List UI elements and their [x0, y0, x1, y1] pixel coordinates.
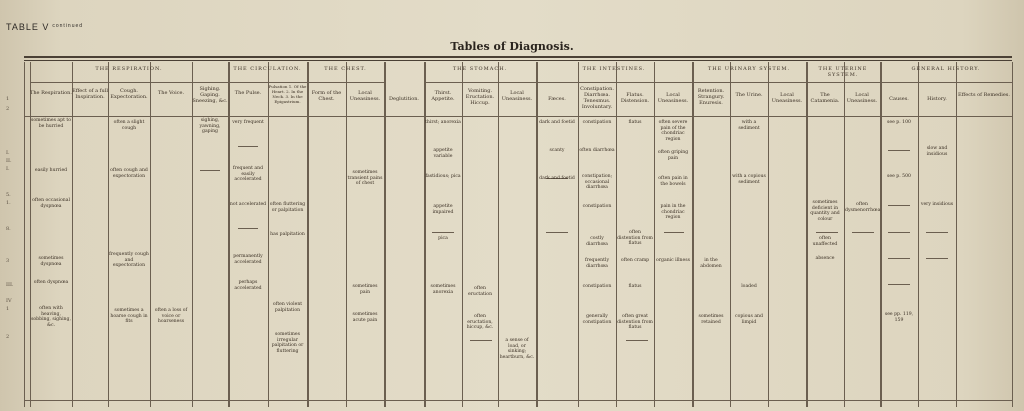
- cell-cough: sometimes a hoarse cough in fits: [110, 308, 148, 325]
- group-rule: [307, 82, 384, 83]
- header-thirst: Thirst. Appetite.: [431, 90, 455, 102]
- row-dash: [238, 228, 258, 229]
- column-rule: [578, 62, 579, 407]
- margin-numeral: I.: [6, 166, 10, 172]
- header-sighing: Sighing. Gaping. Sneezing, &c.: [192, 86, 228, 104]
- cell-constipation: constipation: [582, 204, 612, 209]
- cell-cough: often a slight cough: [113, 120, 145, 131]
- group-heading-history: GENERAL HISTORY.: [911, 66, 981, 72]
- group-heading-urinary: THE URINARY SYSTEM.: [707, 66, 791, 72]
- group-heading-stomach: THE STOMACH.: [452, 66, 508, 72]
- column-rule: [918, 62, 919, 407]
- group-heading-circulation: THE CIRCULATION.: [233, 66, 302, 72]
- cell-pulse: permanently accelerated: [233, 254, 263, 265]
- column-rule: [30, 62, 31, 407]
- cell-pulsation: often violent palpitation: [272, 302, 303, 313]
- column-rule: [346, 62, 347, 407]
- margin-numeral: II.: [6, 158, 12, 164]
- cell-thirst: appetite impaired: [432, 204, 454, 215]
- column-rule: [536, 62, 538, 407]
- cell-causes: see p. 100: [887, 120, 911, 125]
- cell-faeces: dark and foetid: [539, 120, 575, 125]
- header-form-chest: Form of the Chest.: [311, 90, 342, 102]
- row-dash: [238, 146, 258, 147]
- cell-constipation: often diarrhœa: [579, 148, 615, 153]
- row-dash: [888, 150, 910, 151]
- cell-urine: loaded: [741, 284, 757, 289]
- cell-constipation: generally constipation: [582, 314, 612, 325]
- margin-numeral: 1: [6, 96, 10, 102]
- header-local-uneasiness-uterine: Local Uneasiness.: [846, 92, 878, 104]
- cell-constipation: costly diarrhœa: [586, 236, 608, 247]
- row-dash: [816, 232, 838, 233]
- top-rule: [24, 56, 1012, 58]
- cell-flatus: flatus: [628, 120, 642, 125]
- cell-local-stomach: a sense of load, or sinking; heartburn, &c.: [499, 338, 535, 360]
- header-deglutition: Deglutition.: [388, 96, 420, 102]
- cell-pulse: frequent and easily accelerated: [232, 166, 264, 183]
- column-rule: [108, 62, 109, 407]
- column-rule: [844, 62, 845, 407]
- cell-constipation: constipation: [582, 284, 612, 289]
- column-rule: [228, 62, 230, 407]
- row-dash: [888, 258, 910, 259]
- column-rule: [880, 62, 882, 407]
- cell-pulse: not accelerated: [229, 202, 267, 207]
- group-heading-uterine: THE UTERINE SYSTEM.: [818, 66, 868, 78]
- cell-respiration: sometimes apt to be hurried: [31, 118, 72, 129]
- row-dash: [626, 340, 648, 341]
- cell-thirst: fastidious; pica: [425, 174, 461, 179]
- cell-vomiting: often eructation: [467, 286, 493, 297]
- cell-causes: see p. 500: [887, 174, 911, 179]
- cell-history: very insidious: [920, 202, 954, 207]
- cell-respiration: often dyspnœa: [33, 280, 69, 285]
- header-rule: [24, 116, 1012, 117]
- group-rule: [880, 82, 1012, 83]
- header-pulsation: Pulsation 1. Of the Heart. 2. In the Neck. 3. In the Epigastrium.: [268, 84, 307, 104]
- column-rule: [692, 62, 694, 407]
- column-rule: [956, 62, 957, 407]
- cell-causes: see pp. 119, 159: [884, 312, 914, 323]
- cell-cough: often cough and expectoration: [110, 168, 148, 179]
- margin-numeral: 5.: [6, 192, 11, 198]
- cell-local-intestines: often pain in the bowels: [658, 176, 688, 187]
- column-rule: [654, 62, 655, 407]
- row-dash: [470, 340, 492, 341]
- cell-voice: often a loss of voice or hoarseness: [154, 308, 188, 325]
- header-retention: Retention. Strangury. Enuresis.: [697, 88, 725, 106]
- cell-thirst: pica: [438, 236, 448, 241]
- header-pulse: The Pulse.: [234, 90, 262, 96]
- cell-local-intestines: pain in the chondriac region: [660, 204, 686, 221]
- group-heading-intestines: THE INTESTINES.: [582, 66, 646, 72]
- margin-numeral: 3: [6, 258, 10, 264]
- header-faeces: Fæces.: [548, 96, 566, 102]
- cell-thirst: sometimes anorexia: [430, 284, 456, 295]
- cell-flatus: flatus: [628, 284, 642, 289]
- header-local-uneasiness-urinary: Local Uneasiness.: [771, 92, 803, 104]
- row-dash: [926, 232, 948, 233]
- header-flatus: Flatus. Distension.: [620, 92, 650, 104]
- group-rule: [30, 82, 228, 83]
- header-vomiting: Vomiting. Eructation. Hiccup.: [465, 88, 495, 106]
- row-dash: [852, 232, 874, 233]
- header-inspiration: Effect of a full Inspiration.: [72, 88, 108, 100]
- cell-vomiting: often eructation, hiccup, &c.: [466, 314, 494, 331]
- top-rule-thin: [24, 60, 1012, 61]
- cell-constipation: constipation; occasional diarrhœa: [581, 174, 613, 191]
- cell-thirst: appetite variable: [433, 148, 453, 159]
- bottom-rule: [24, 400, 1012, 401]
- group-rule: [536, 82, 692, 83]
- header-local-uneasiness-intestines: Local Uneasiness.: [657, 92, 689, 104]
- row-dash: [432, 232, 454, 233]
- margin-numeral: 2: [6, 334, 10, 340]
- row-dash: [926, 258, 948, 259]
- cell-respiration: sometimes dyspnœa: [38, 256, 64, 267]
- cell-pulse: perhaps accelerated: [234, 280, 262, 291]
- cell-catamenia: absence: [815, 256, 835, 261]
- cell-pulsation: often fluttering or palpitation: [269, 202, 306, 213]
- cell-faeces: scanty: [549, 148, 565, 153]
- cell-retention: in the abdomen: [700, 258, 722, 269]
- margin-numeral: 1.: [6, 200, 11, 206]
- cell-urine: copious and limpid: [735, 314, 763, 325]
- table-label-continued: continued: [52, 23, 84, 29]
- row-dash: [888, 205, 910, 206]
- row-dash: [200, 170, 220, 171]
- header-urine: The Urine.: [735, 92, 763, 98]
- column-rule: [806, 62, 808, 407]
- column-rule: [384, 62, 386, 407]
- cell-catamenia: often unaffected: [812, 236, 838, 247]
- cell-faeces: dark and foetid: [539, 176, 575, 181]
- column-rule: [150, 62, 151, 407]
- cell-respiration: easily hurried: [34, 168, 68, 173]
- header-catamenia: The Catamenia.: [810, 92, 840, 104]
- header-voice: The Voice.: [157, 90, 185, 96]
- cell-retention: sometimes retained: [698, 314, 724, 325]
- cell-urine: with a copious sediment: [732, 174, 766, 185]
- column-rule: [424, 62, 426, 407]
- margin-numeral: 8.: [6, 226, 11, 232]
- margin-numeral: 1: [6, 306, 10, 312]
- header-cough: Cough. Expectoration.: [110, 88, 148, 100]
- header-history: History.: [927, 96, 947, 102]
- cell-pulsation: has palpitation: [270, 232, 305, 237]
- cell-local-chest: sometimes pain: [352, 284, 378, 295]
- margin-numeral: I.: [6, 150, 10, 156]
- group-rule: [806, 82, 880, 83]
- column-rule: [307, 62, 309, 407]
- cell-sighing: sighing, yawning, gaping: [199, 118, 221, 135]
- margin-numeral: 2: [6, 106, 10, 112]
- cell-respiration: often with heaving, sobbing, sighing, &c.: [31, 306, 71, 328]
- column-rule: [730, 62, 731, 407]
- table-label: [6, 22, 83, 32]
- cell-flatus: often great distention from flatus: [617, 314, 653, 331]
- cell-cough: frequently cough and expectoration: [109, 252, 149, 269]
- header-causes: Causes.: [889, 96, 909, 102]
- header-respiration: The Respiration.: [30, 90, 72, 96]
- cell-local-chest: sometimes acute pain: [352, 312, 378, 323]
- margin-numeral: IV: [6, 298, 12, 304]
- column-rule: [1012, 62, 1013, 407]
- cell-local-chest: sometimes transient pains of chest: [347, 170, 383, 187]
- header-local-uneasiness-stomach: Local Uneasiness.: [501, 90, 533, 102]
- cell-pulsation: sometimes irregular palpitation or fluttering: [271, 332, 304, 354]
- header-local-uneasiness-chest: Local Uneasiness.: [349, 90, 381, 102]
- group-rule: [228, 82, 307, 83]
- table-label-text: TABLE V: [6, 22, 50, 32]
- cell-thirst: thirst; anorexia: [425, 120, 461, 125]
- row-dash: [888, 284, 910, 285]
- cell-respiration: often occasional dyspnœa: [32, 198, 70, 209]
- group-heading-respiration: THE RESPIRATION.: [95, 66, 163, 72]
- page-title: Tables of Diagnosis.: [450, 40, 574, 53]
- column-rule: [462, 62, 463, 407]
- margin-numeral: III.: [6, 282, 14, 288]
- column-rule: [192, 62, 193, 407]
- column-rule: [24, 62, 25, 407]
- cell-local-uterine: often dysmenorrhœa: [845, 202, 881, 213]
- column-rule: [768, 62, 769, 407]
- group-heading-chest: THE CHEST.: [324, 66, 367, 72]
- cell-history: slow and insidious: [926, 146, 948, 157]
- header-constipation: Constipation. Diarrhœa. Tenesmus. Involuntary.: [580, 86, 614, 110]
- cell-flatus: often distention from flatus: [617, 230, 653, 247]
- cell-local-intestines: often cramp: [620, 258, 650, 263]
- cell-local-intestines: organic illness: [656, 258, 690, 263]
- group-rule: [692, 82, 806, 83]
- row-dash: [888, 232, 910, 233]
- cell-pulse: very frequent: [232, 120, 264, 125]
- group-rule: [424, 82, 536, 83]
- column-rule: [72, 62, 73, 407]
- cell-catamenia: sometimes deficient in quantity and colour: [810, 200, 840, 222]
- row-dash: [546, 232, 568, 233]
- row-dash: [664, 232, 684, 233]
- cell-urine: with a sediment: [738, 120, 760, 131]
- cell-local-intestines: often griping pain: [657, 150, 689, 161]
- cell-local-intestines: often severe pain of the chondriac region: [658, 120, 688, 142]
- cell-constipation: frequently diarrhœa: [584, 258, 610, 269]
- header-remedies: Effects of Remedies.: [958, 92, 1010, 98]
- cell-constipation: constipation: [582, 120, 612, 125]
